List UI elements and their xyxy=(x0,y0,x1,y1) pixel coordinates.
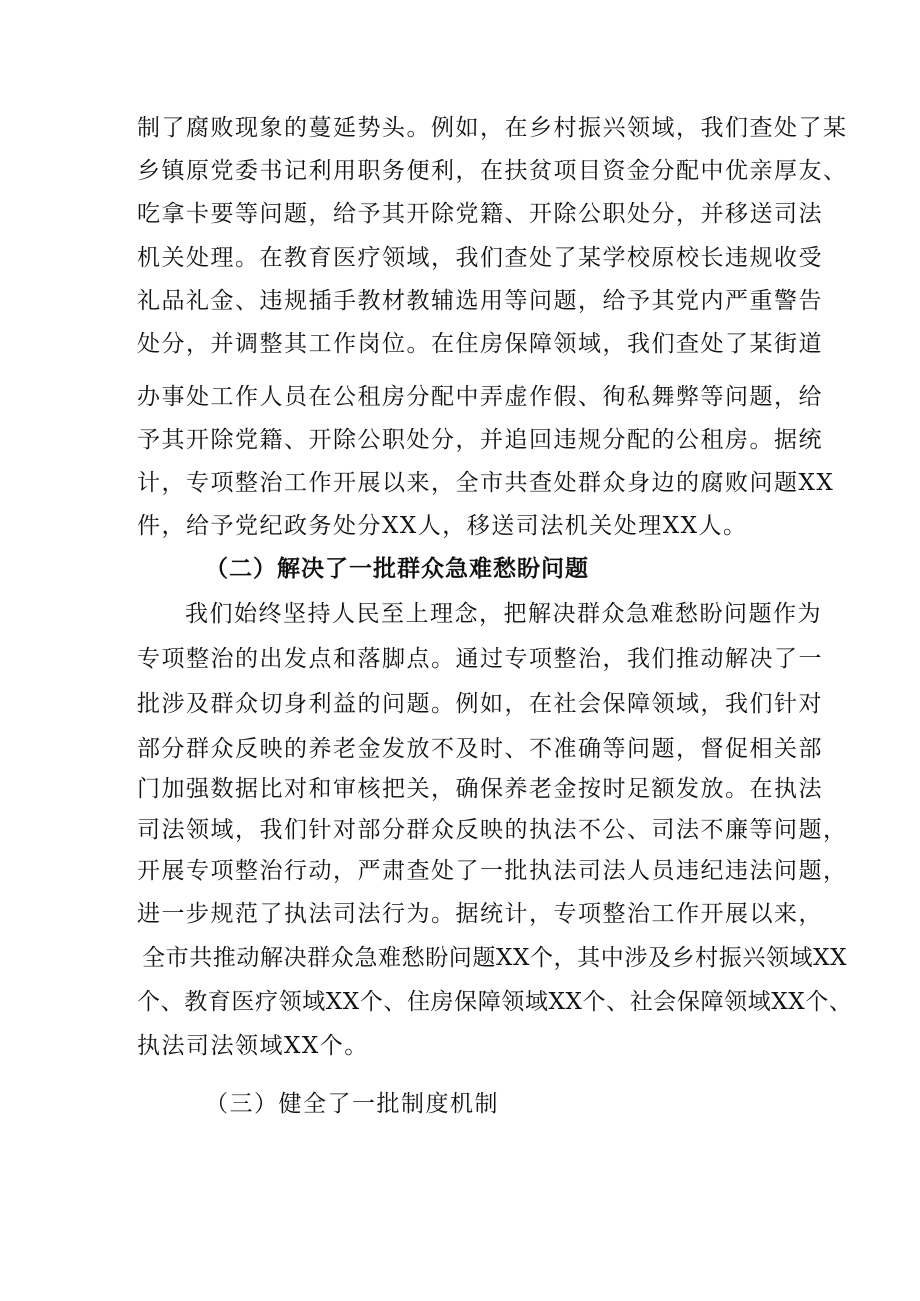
paragraph-line: 礼品礼金、违规插手教材教辅选用等问题，给予其党内严重警告 xyxy=(137,288,823,314)
paragraph-line: 司法领域，我们针对部分群众反映的执法不公、司法不廉等问题， xyxy=(137,817,848,843)
paragraph-line: 办事处工作人员在公租房分配中弄虚作假、徇私舞弊等问题，给 xyxy=(137,384,823,410)
paragraph-line: 门加强数据比对和审核把关，确保养老金按时足额发放。在执法 xyxy=(137,776,823,802)
paragraph-line: 部分群众反映的养老金发放不及时、不准确等问题，督促相关部 xyxy=(137,736,823,762)
paragraph-line: 吃拿卡要等问题，给予其开除党籍、开除公职处分，并移送司法 xyxy=(137,201,823,227)
paragraph-line: 乡镇原党委书记利用职务便利，在扶贫项目资金分配中优亲厚友、 xyxy=(137,158,848,184)
section-heading-3: （三）健全了一批制度机制 xyxy=(205,1091,499,1117)
paragraph-line: 开展专项整治行动，严肃查处了一批执法司法人员违纪违法问题， xyxy=(137,858,848,884)
paragraph-line: 执法司法领域XX个。 xyxy=(137,1033,369,1059)
paragraph-line: 批涉及群众切身利益的问题。例如，在社会保障领域，我们针对 xyxy=(137,691,823,717)
paragraph-line: 进一步规范了执法司法行为。据统计，专项整治工作开展以来， xyxy=(137,901,823,927)
paragraph-line: 机关处理。在教育医疗领域，我们查处了某学校原校长违规收受 xyxy=(137,245,823,271)
paragraph-line: 件，给予党纪政务处分XX人，移送司法机关处理XX人。 xyxy=(137,513,748,539)
paragraph-line: 处分，并调整其工作岗位。在住房保障领域，我们查处了某街道 xyxy=(137,331,823,357)
paragraph-line: 专项整治的出发点和落脚点。通过专项整治，我们推动解决了一 xyxy=(137,646,823,672)
paragraph-line: 我们始终坚持人民至上理念，把解决群众急难愁盼问题作为 xyxy=(185,601,822,627)
paragraph-line: 计，专项整治工作开展以来，全市共查处群众身边的腐败问题XX xyxy=(137,470,835,496)
section-heading-2: （二）解决了一批群众急难愁盼问题 xyxy=(205,555,589,582)
paragraph-line: 个、教育医疗领域XX个、住房保障领域XX个、社会保障领域XX个、 xyxy=(137,989,853,1015)
paragraph-line: 全市共推动解决群众急难愁盼问题XX个，其中涉及乡村振兴领域XX xyxy=(142,945,848,971)
paragraph-line: 制了腐败现象的蔓延势头。例如，在乡村振兴领域，我们查处了某 xyxy=(137,115,848,141)
paragraph-line: 予其开除党籍、开除公职处分，并追回违规分配的公租房。据统 xyxy=(137,427,823,453)
